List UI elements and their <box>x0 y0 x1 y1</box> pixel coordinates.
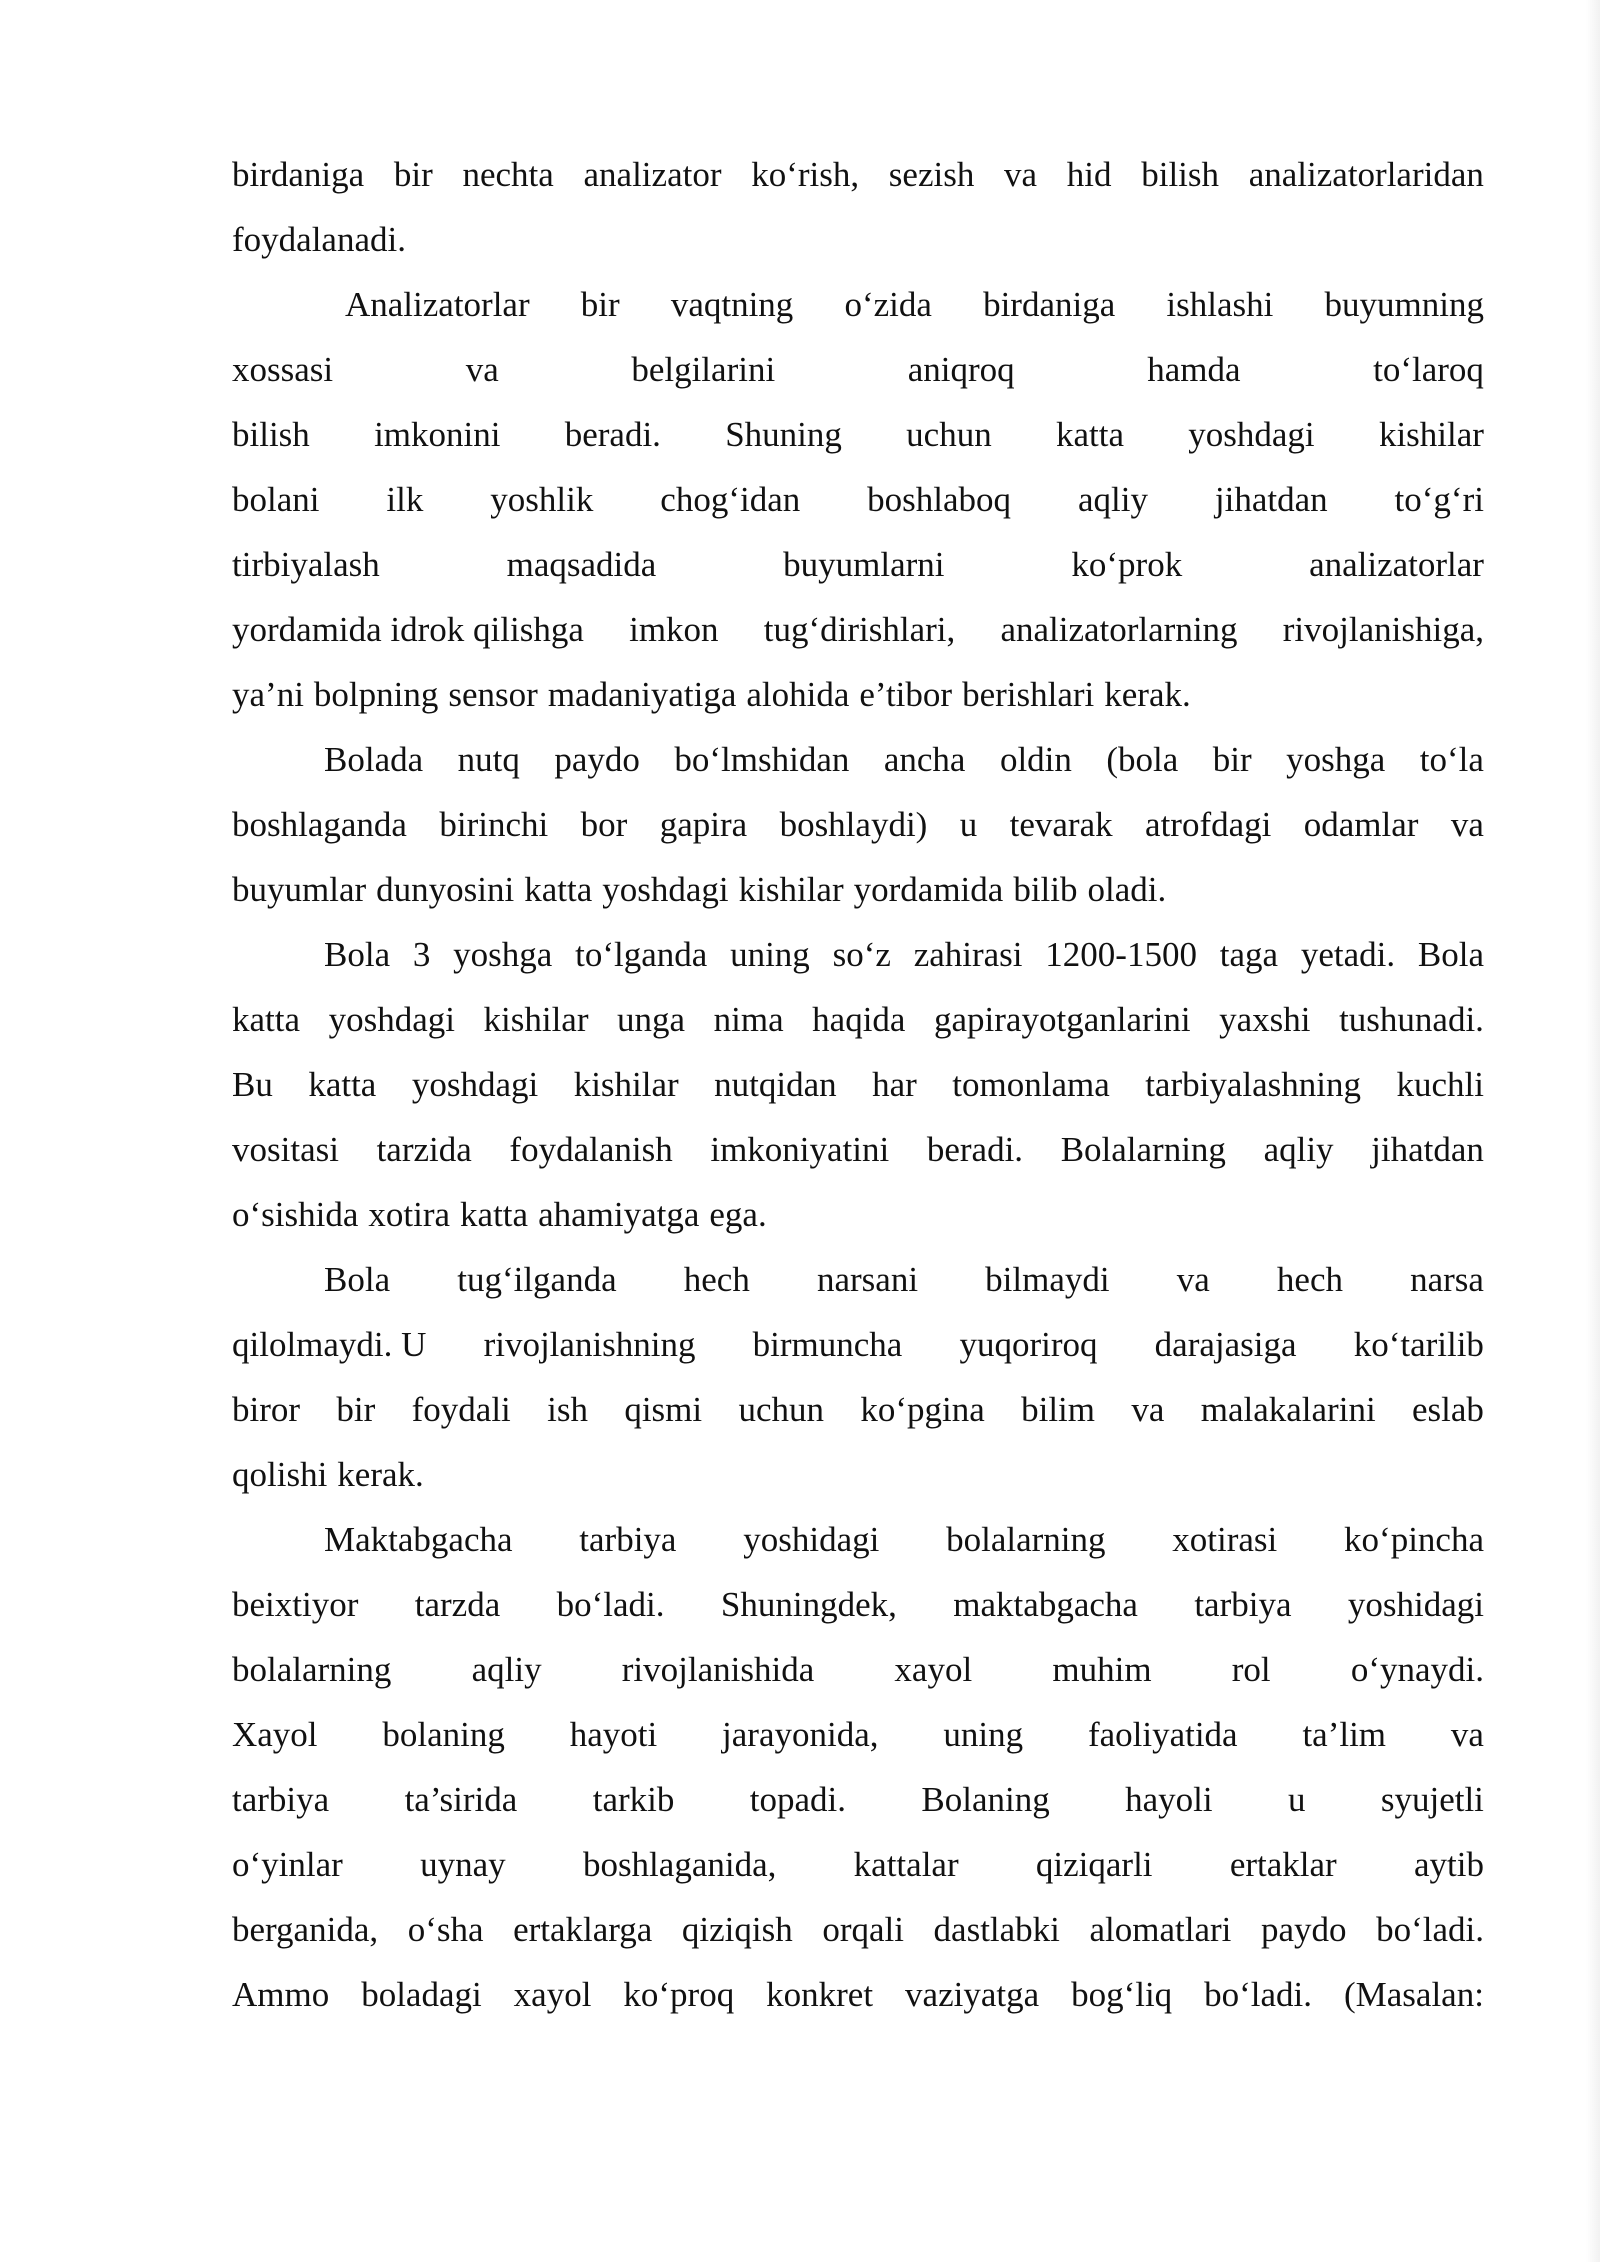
text-line <box>232 1767 1484 1832</box>
word: to‘g‘ri <box>1394 480 1484 519</box>
word: yoshlik <box>490 480 594 519</box>
word: rivojlanishida <box>621 1650 815 1689</box>
word: o‘ynaydi. <box>1350 1650 1484 1689</box>
word: chog‘idan <box>660 480 801 519</box>
word: xotira <box>368 1195 451 1234</box>
word: foydali <box>411 1390 511 1429</box>
word: bolalarning <box>232 1650 392 1689</box>
word: o‘sha <box>407 1910 484 1949</box>
word: faoliyatida <box>1087 1715 1238 1754</box>
word: aqliy <box>1263 1130 1334 1169</box>
text-line <box>232 207 1484 272</box>
word: bolalarning <box>946 1520 1106 1559</box>
text-line <box>232 1897 1484 1962</box>
word: biror <box>232 1390 301 1429</box>
word: bolani <box>232 480 320 519</box>
word: madaniyatiga <box>547 675 737 714</box>
word: kishilar <box>573 1065 679 1104</box>
word: nutqidan <box>714 1065 837 1104</box>
text-line <box>232 857 1484 922</box>
word: katta <box>232 1000 301 1039</box>
word: ko‘tarilib <box>1353 1325 1484 1364</box>
word: zahirasi <box>913 935 1023 974</box>
word: so‘z <box>832 935 891 974</box>
word: har <box>872 1065 917 1104</box>
word: to‘lganda <box>575 935 708 974</box>
word: kattalar <box>853 1845 959 1884</box>
text-line <box>232 987 1484 1052</box>
word: ya’ni <box>232 675 304 714</box>
word: yoshdagi <box>602 870 729 909</box>
word: buyumning <box>1324 285 1484 324</box>
word: beradi. <box>564 415 661 454</box>
word: bo‘ladi. <box>1204 1975 1313 2014</box>
word: darajasiga <box>1154 1325 1297 1364</box>
word: o‘zida <box>844 285 932 324</box>
word: tug‘ilganda <box>457 1260 617 1299</box>
word: ta’lim <box>1302 1715 1387 1754</box>
word: ancha <box>883 740 966 779</box>
word: hech <box>1276 1260 1343 1299</box>
text-line <box>232 1117 1484 1182</box>
word: ilk <box>386 480 424 519</box>
word: oldin <box>999 740 1072 779</box>
word: dastlabki <box>933 1910 1060 1949</box>
word: buyumlar <box>232 870 367 909</box>
body-text <box>232 142 1484 2027</box>
text-line <box>232 272 1484 337</box>
word: kerak. <box>1104 675 1191 714</box>
word: oladi. <box>1087 870 1167 909</box>
word: 3 <box>412 935 431 974</box>
word: ishlashi <box>1166 285 1274 324</box>
text-line <box>232 922 1484 987</box>
word: alomatlari <box>1089 1910 1232 1949</box>
word: bilim <box>1021 1390 1096 1429</box>
word: 1200-1500 <box>1045 935 1197 974</box>
word: ertaklar <box>1229 1845 1337 1884</box>
text-line <box>232 1832 1484 1897</box>
word: yoshdagi <box>411 1065 539 1104</box>
word: yoshidagi <box>743 1520 880 1559</box>
text-line <box>232 1312 1484 1377</box>
word: ko‘prok <box>1071 545 1183 584</box>
word: Bola <box>324 1260 391 1299</box>
word: imkon <box>629 610 719 649</box>
word: tarbiya <box>232 1780 330 1819</box>
word: topadi. <box>749 1780 846 1819</box>
word: foydalanadi. <box>232 220 406 259</box>
word: hayoti <box>569 1715 658 1754</box>
word: gapirayotganlarini <box>934 1000 1191 1039</box>
word: uchun <box>906 415 992 454</box>
word: vositasi <box>232 1130 339 1169</box>
word: (bola <box>1106 740 1179 779</box>
word: qismi <box>624 1390 703 1429</box>
text-line <box>232 727 1484 792</box>
word: yoshidagi <box>1347 1585 1484 1624</box>
word: boshlaganida, <box>582 1845 777 1884</box>
word: sensor <box>448 675 538 714</box>
word: hayoli <box>1125 1780 1213 1819</box>
word: kishilar <box>483 1000 589 1039</box>
word: narsani <box>816 1260 919 1299</box>
word: va <box>1176 1260 1210 1299</box>
text-line <box>232 1182 1484 1247</box>
word: e’tibor <box>859 675 953 714</box>
word: ko‘pincha <box>1344 1520 1484 1559</box>
word: to‘laroq <box>1373 350 1484 389</box>
word: o‘sishida <box>232 1195 359 1234</box>
word: nima <box>713 1000 784 1039</box>
word: boladagi <box>361 1975 482 2014</box>
word: orqali <box>822 1910 904 1949</box>
word: Xayol <box>232 1715 318 1754</box>
word: vaziyatga <box>905 1975 1040 2014</box>
word: uynay <box>420 1845 506 1884</box>
word: Analizatorlar <box>345 285 530 324</box>
word: va <box>1131 1390 1165 1429</box>
word: bog‘liq <box>1071 1975 1173 2014</box>
word: tarbiya <box>1194 1585 1292 1624</box>
text-line <box>232 1052 1484 1117</box>
word: ahamiyatga <box>538 1195 700 1234</box>
word: ish <box>547 1390 588 1429</box>
text-line <box>232 142 1484 207</box>
word: maqsadida <box>506 545 657 584</box>
word: bir <box>336 1390 376 1429</box>
word: bo‘lmshidan <box>674 740 850 779</box>
word: va <box>1004 155 1038 194</box>
text-line <box>232 1702 1484 1767</box>
word: bo‘ladi. <box>556 1585 665 1624</box>
word: bir <box>393 155 433 194</box>
text-line <box>232 1962 1484 2027</box>
word: rivojlanishiga, <box>1282 610 1484 649</box>
word: hid <box>1066 155 1112 194</box>
word: va <box>465 350 499 389</box>
word: bilmaydi <box>985 1260 1110 1299</box>
word: analizatorlaridan <box>1248 155 1484 194</box>
text-line <box>232 532 1484 597</box>
text-line <box>232 1377 1484 1442</box>
word: yordamida <box>853 870 1004 909</box>
word: xayol <box>513 1975 592 2014</box>
word: Bolalarning <box>1060 1130 1226 1169</box>
word: yordamida idrok qilishga <box>232 610 584 649</box>
word: eslab <box>1412 1390 1484 1429</box>
word: va <box>1450 1715 1484 1754</box>
word: xotirasi <box>1172 1520 1278 1559</box>
word: kishilar <box>1378 415 1484 454</box>
word: unga <box>617 1000 686 1039</box>
word: maktabgacha <box>953 1585 1138 1624</box>
word: gapira <box>659 805 748 844</box>
text-line <box>232 337 1484 402</box>
word: jihatdan <box>1371 1130 1484 1169</box>
word: paydo <box>554 740 640 779</box>
word: katta <box>460 1195 529 1234</box>
word: boshlaydi) <box>779 805 928 844</box>
word: bolaning <box>382 1715 505 1754</box>
text-line <box>232 467 1484 532</box>
word: tevarak <box>1009 805 1113 844</box>
word: bir <box>1212 740 1252 779</box>
word: Bolada <box>324 740 424 779</box>
word: Shuningdek, <box>720 1585 897 1624</box>
word: boshlaganda <box>232 805 407 844</box>
word: o‘yinlar <box>232 1845 343 1884</box>
word: analizator <box>583 155 722 194</box>
word: yoshga <box>1286 740 1386 779</box>
word: belgilarini <box>631 350 776 389</box>
word: Bola <box>1417 935 1484 974</box>
word: u <box>959 805 978 844</box>
word: hamda <box>1147 350 1241 389</box>
word: boshlaboq <box>867 480 1012 519</box>
word: tarkib <box>592 1780 675 1819</box>
word: ta’sirida <box>404 1780 518 1819</box>
word: haqida <box>812 1000 906 1039</box>
word: odamlar <box>1303 805 1419 844</box>
word: Shuning <box>725 415 842 454</box>
word: uning <box>730 935 810 974</box>
word: Bolaning <box>921 1780 1050 1819</box>
word: aqliy <box>1077 480 1148 519</box>
word: (Masalan: <box>1343 1975 1484 2014</box>
word: ega. <box>709 1195 767 1234</box>
word: qilolmaydi. U <box>232 1325 427 1364</box>
word: buyumlarni <box>783 545 945 584</box>
word: yoshga <box>453 935 553 974</box>
word: taga <box>1219 935 1279 974</box>
word: aniqroq <box>907 350 1015 389</box>
word: u <box>1287 1780 1306 1819</box>
word: katta <box>1055 415 1125 454</box>
word: foydalanish <box>509 1130 673 1169</box>
word: imkonini <box>374 415 501 454</box>
word: sezish <box>888 155 975 194</box>
word: Ammo <box>232 1975 330 2014</box>
word: tarzda <box>414 1585 501 1624</box>
word: beradi. <box>926 1130 1024 1169</box>
word: to‘la <box>1419 740 1484 779</box>
word: katta <box>524 870 593 909</box>
word: Maktabgacha <box>324 1520 513 1559</box>
word: vaqtning <box>670 285 794 324</box>
word: alohida <box>746 675 850 714</box>
word: malakalarini <box>1200 1390 1376 1429</box>
text-line <box>232 1507 1484 1572</box>
word: kishilar <box>738 870 844 909</box>
word: tirbiyalash <box>232 545 380 584</box>
word: qiziqarli <box>1035 1845 1153 1884</box>
word: tarzida <box>376 1130 472 1169</box>
word: qolishi <box>232 1455 328 1494</box>
word: bir <box>580 285 620 324</box>
word: tomonlama <box>952 1065 1110 1104</box>
word: xossasi <box>232 350 334 389</box>
word: muhim <box>1052 1650 1152 1689</box>
text-line <box>232 792 1484 857</box>
text-line <box>232 1572 1484 1637</box>
word: uchun <box>738 1390 824 1429</box>
word: yoshdagi <box>1188 415 1315 454</box>
word: bilish <box>1141 155 1220 194</box>
word: dunyosini <box>376 870 515 909</box>
word: uning <box>943 1715 1024 1754</box>
word: yaxshi <box>1219 1000 1311 1039</box>
word: beixtiyor <box>232 1585 359 1624</box>
word: qiziqish <box>681 1910 793 1949</box>
word: aqliy <box>471 1650 542 1689</box>
word: atrofdagi <box>1145 805 1272 844</box>
word: jarayonida, <box>722 1715 879 1754</box>
word: analizatorlar <box>1309 545 1484 584</box>
word: xayol <box>894 1650 973 1689</box>
text-line <box>232 597 1484 662</box>
word: tarbiyalashning <box>1145 1065 1361 1104</box>
word: bilib <box>1013 870 1078 909</box>
word: bo‘ladi. <box>1376 1910 1484 1949</box>
word: tug‘dirishlari, <box>763 610 956 649</box>
word: kuchli <box>1396 1065 1484 1104</box>
word: bolpning <box>313 675 439 714</box>
word: yoshdagi <box>328 1000 455 1039</box>
word: tarbiya <box>579 1520 677 1559</box>
word: nutq <box>457 740 520 779</box>
word: birdaniga <box>983 285 1116 324</box>
word: imkoniyatini <box>710 1130 890 1169</box>
word: berishlari <box>962 675 1095 714</box>
word: Bu <box>232 1065 273 1104</box>
text-line <box>232 662 1484 727</box>
word: va <box>1450 805 1484 844</box>
word: yuqoriroq <box>959 1325 1098 1364</box>
word: birinchi <box>439 805 549 844</box>
word: syujetli <box>1380 1780 1484 1819</box>
word: ko‘rish, <box>751 155 860 194</box>
word: bilish <box>232 415 310 454</box>
word: Bola <box>324 935 391 974</box>
word: hech <box>683 1260 750 1299</box>
word: berganida, <box>232 1910 379 1949</box>
word: konkret <box>766 1975 874 2014</box>
word: bor <box>580 805 628 844</box>
word: narsa <box>1410 1260 1484 1299</box>
word: jihatdan <box>1214 480 1328 519</box>
word: rol <box>1231 1650 1271 1689</box>
word: ko‘pgina <box>860 1390 985 1429</box>
word: birmuncha <box>752 1325 903 1364</box>
word: birdaniga <box>232 155 365 194</box>
text-line <box>232 1442 1484 1507</box>
text-line <box>232 1247 1484 1312</box>
page-edge-shadow <box>1586 0 1600 2262</box>
word: yetadi. <box>1300 935 1396 974</box>
word: ertaklarga <box>513 1910 653 1949</box>
word: kerak. <box>337 1455 424 1494</box>
word: analizatorlarning <box>1000 610 1238 649</box>
word: katta <box>308 1065 377 1104</box>
word: aytib <box>1414 1845 1484 1884</box>
text-line <box>232 402 1484 467</box>
word: nechta <box>462 155 554 194</box>
word: tushunadi. <box>1339 1000 1484 1039</box>
word: paydo <box>1260 1910 1347 1949</box>
text-line <box>232 1637 1484 1702</box>
word: rivojlanishning <box>483 1325 696 1364</box>
word: ko‘proq <box>623 1975 735 2014</box>
